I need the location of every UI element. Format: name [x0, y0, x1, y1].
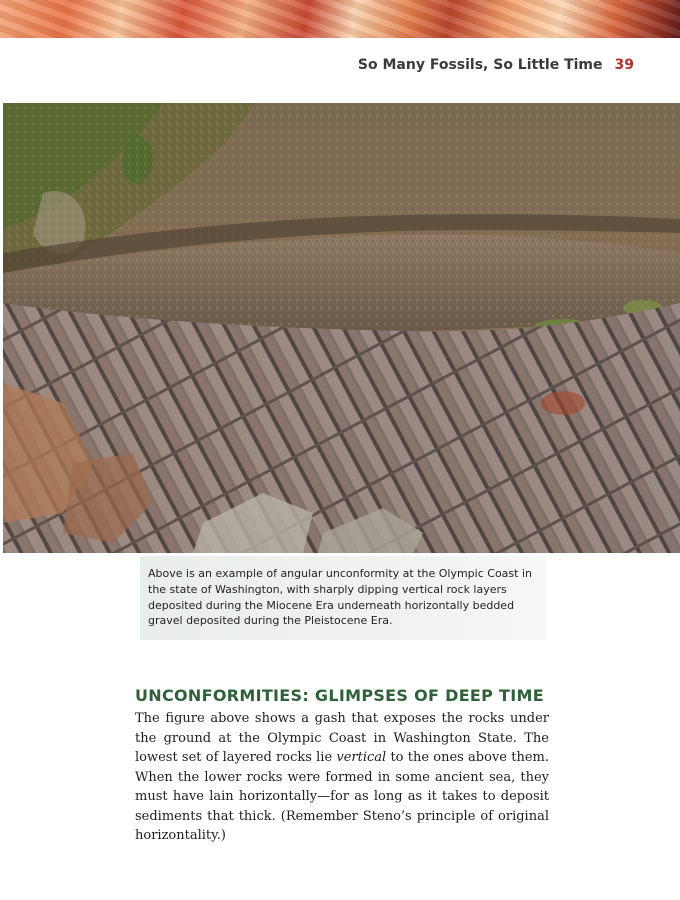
unconformity-photo [3, 103, 680, 553]
paragraph-emphasis: vertical [336, 750, 387, 765]
section-heading: UNCONFORMITIES: GLIMPSES OF DEEP TIME [135, 686, 544, 705]
page-number: 39 [614, 57, 634, 73]
running-header [358, 57, 634, 73]
running-title: So Many Fossils, So Little Time [357, 57, 603, 73]
body-paragraph [135, 709, 549, 846]
figure-caption: Above is an example of angular unconformity at the Olympic Coast in the state of Washington, with sharply dipping vertical rock layers deposited during the Miocene Era underneath horizontally bedded gravel deposited during the Pleistocene Era. [148, 567, 532, 628]
paragraph-text-part2: to the ones above them. When the lower rocks were formed in some ancient sea, they must have lain horizontally—for as long as it takes to deposit sediments that thick. (Remember Steno’s principle of original horizontality.) [135, 750, 549, 843]
decorative-rock-banner [0, 0, 680, 38]
paragraph-text-part1: The figure above shows a gash that exposes the rocks under the ground at the Olympic Coast in Washington State. The lowest set of layered rocks lie [135, 711, 549, 765]
